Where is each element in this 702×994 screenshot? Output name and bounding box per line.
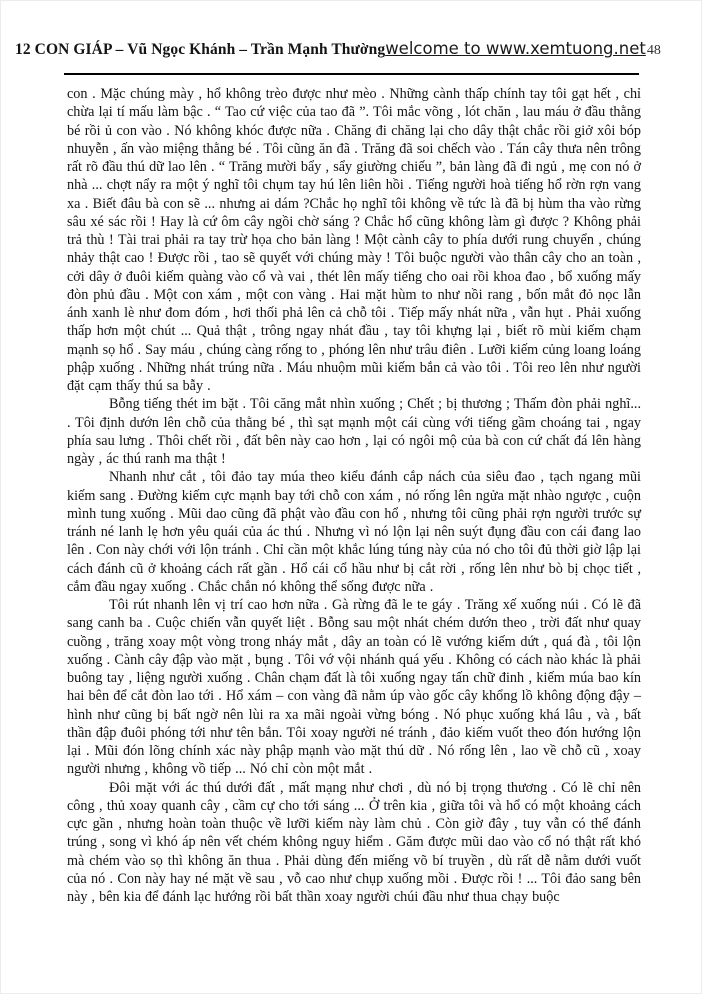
body-paragraph: Đôi mặt với ác thú dưới đất , mất mạng như chơi , dù nó bị trọng thương . Có lẽ chỉ nên công , thủ xoay quanh cây , cầm cự cho tới sáng ... Ở trên kia , giữa tôi và hổ có một khoảng cách cực gần , nhưng hoàn toàn thuộc về lưỡi kiếm này làm chủ . Còn giờ đây , tuy vẫn có thể đánh trúng , song vì khó áp nên vết chém không nguy hiểm . Găm được mũi dao vào cổ nó thật rất khó mà chém vào sọ thì không ăn thua . Phải dùng đến miếng võ bí truyền , dù rất dễ nằm dưới vuốt của nó . Con này hay né mặt về sau , vỗ cao như chụp xuống mồi . Được rồi ! ... Tôi đảo sang bên này , bên kia để đánh lạc hướng rồi bất thần xoay người chúi đầu như thua chạy buộc xyxy=(67,779,641,905)
body-paragraph: con . Mặc chúng mày , hổ không trèo được như mèo . Những cành thấp chính tay tôi gạt hết , chỉ chừa lại tí mấu làm bậc . “ Tao cứ việc của tao đã ”. Tôi mắc võng , lót chăn , lau máu ở đầu thằng bé rồi ủ con vào . Nó không khóc được nữa . Chăng đi chăng lại cho dây thật chắc rồi giở xôi bóp nhuyễn , ấn vào miệng thằng bé . Tôi cũng ăn đã . Trăng đã soi chếch vào . Tán cây thưa nên trông rất rõ đầu thú dữ lao lên . “ Trăng mười bẩy , sẩy giường chiếu ”, bản làng đã đi ngủ , mẹ con nó ở nhà ... chợt nẩy ra một ý nghĩ tôi chụm tay hú lên liên hồi . Tiếng người hoà tiếng hổ rờn rợn vang xa . Biết đâu bà con sẽ ... nhưng ai dám ?Chắc họ nghĩ tôi không về tức là đã bị hùm tha vào rừng sâu xé sác rồi ! Hay là cứ ôm cây ngồi chờ sáng ? Chắc hổ cũng không làm gì được ? Không phải trả thù ! Tài trai phải ra tay trừ họa cho bản làng ! Một cành cây to phía dưới rung chuyển , chúng nhảy thật cao ! Được rồi , tao sẽ quyết với chúng mày ! Tôi buộc người vào thân cây cho an toàn , cởi dây ở đuôi kiếm quàng vào cổ và vai , thét lên mấy tiếng cho oai rồi khoa đao , bổ xuống mấy đòn phủ đầu . Một con xám , một con vàng . Hai mặt hùm to như nồi rang , bốn mắt đỏ nọc lẫn ánh xanh lè như đom đóm , hơi thối phả lên cả chỗ tôi . Tiếp mấy nhát nữa , vẫn hụt . Phải xuống thấp hơn một chút ... Quả thật , trông ngay nhát đầu , tay tôi khựng lại , biết rõ mùi kiếm chạm mạnh sọ hổ . Say máu , chúng càng rống to , phóng lên như trâu điên . Lưỡi kiếm củng loang loáng phập xuống . Những nhát trúng nữa . Máu nhuộm mũi kiếm bắn cả vào tôi . Tôi reo lên như người đặt cạm thấy thú sa bẫy . xyxy=(67,86,641,394)
body-paragraph: Nhanh như cắt , tôi đảo tay múa theo kiểu đánh cắp nách của siêu đao , tạch ngang mũi kiếm sang . Đường kiếm cực mạnh bay tới chỗ con xám , nó rống lên ngửa mặt nhào ngược , cuộn mình tung xuống . Mũi dao cũng đã phật vào đầu con hổ , nhưng tôi cũng phải rợn người trước sự tránh né lanh lẹ hơn yêu quái của ác thú . Nhưng vì nó lộn lại nên suýt đụng đầu con cái đang lao lên . Con này chới với lộn tránh . Chỉ cần một khắc lúng túng này của nó cho tôi đủ thời giờ lập lại cách đánh cũ ở khoảng cách rất gần . Hổ cái cổ hầu như bị cắt rời , rống lên như bò bị chọc tiết , cắm đầu ngay xuống . Chắc chắn nó không thể sống được nữa . xyxy=(67,469,641,595)
page-number: 48 xyxy=(646,43,661,58)
site-link[interactable]: welcome to www.xemtuong.net xyxy=(385,39,646,58)
body-paragraph: Tôi rút nhanh lên vị trí cao hơn nữa . Gà rừng đã le te gáy . Trăng xế xuống núi . Có lẽ đã sang canh ba . Cuộc chiến vẫn quyết liệt . Bỗng sau một nhát chém dướn theo , trời đất như quay cuồng , trăng xoay một vòng trong nháy mắt , dây an toàn có lẽ vướng kiếm dứt , quá đà , tôi lộn xuống . Cành cây đập vào mặt , bụng . Tôi vớ vội nhánh quá yếu . Không có cách nào khác là phải buông tay , liệng người xuống . Chân chạm đất là tôi xuống ngay tấn chữ đinh , kiếm múa bao kín hai bên để cắt đòn lao tới . Hổ xám – con vàng đã nằm úp vào gốc cây khổng lồ không động đậy – hình như cũng bị bất ngờ nên lùi ra xa mãi ngoài vừng bóng . Nó phục xuống khá lâu , và , bất thần đập đuôi phóng tới như tên bắn. Tôi xoay người né tránh , đảo kiếm vuốt theo đón hướng lộn lại . Mũi đón lõng chính xác này phập mạnh vào mặt thú dữ . Nó rống lên , lao về chỗ cũ , xoay người nhưng , không vồ tiếp ... Nó chỉ còn một mắt . xyxy=(67,597,641,778)
page-header xyxy=(15,39,661,59)
header-right xyxy=(385,39,661,59)
body-paragraph: Bỗng tiếng thét im bặt . Tôi căng mắt nhìn xuống ; Chết ; bị thương ; Thấm đòn phải nghĩ... . Tôi định dướn lên chỗ của thằng bé , thì sạt mạnh một cái cùng với tiếng gầm choáng tai , ngay phía sau lưng . Thôi chết rồi , đất bên này cao hơn , lại có ngôi mộ của bà con cứ chất đá lên hàng ngày , ác thú ranh ma thật ! xyxy=(67,396,641,467)
header-divider xyxy=(64,73,639,75)
page-body-text xyxy=(67,85,641,906)
book-title: 12 CON GIÁP – Vũ Ngọc Khánh – Trần Mạnh Thường xyxy=(15,41,386,58)
